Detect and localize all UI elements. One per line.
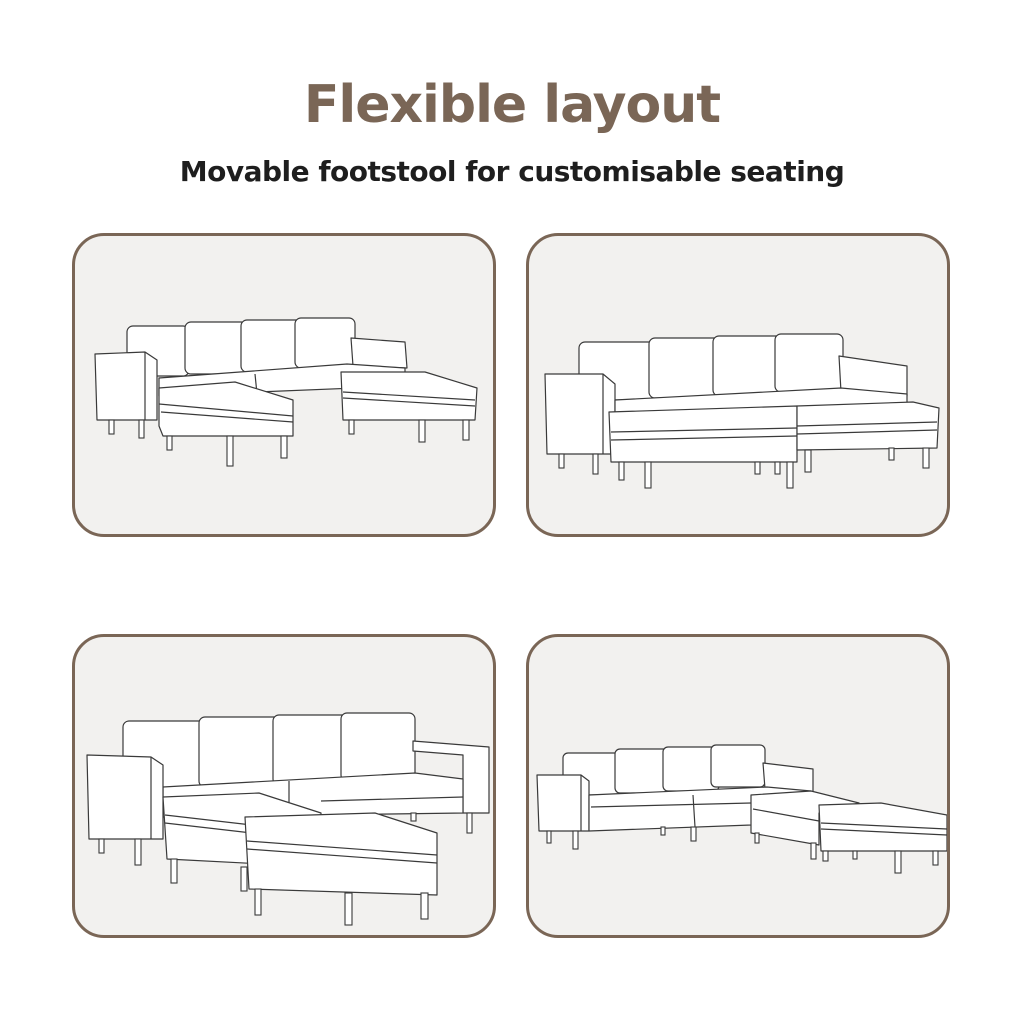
sofa-side-by-side-illustration [529, 236, 947, 534]
layout-panel-l-chaise [72, 634, 496, 938]
layout-panel-side-by-side [526, 233, 950, 537]
sofa-u-shape-illustration [75, 236, 493, 534]
layout-panel-u-shape [72, 233, 496, 537]
layout-panel-extended [526, 634, 950, 938]
sofa-l-chaise-illustration [75, 637, 493, 935]
sofa-extended-illustration [529, 637, 947, 935]
page-subtitle: Movable footstool for customisable seating [179, 155, 845, 188]
page-title: Flexible layout [303, 75, 721, 135]
